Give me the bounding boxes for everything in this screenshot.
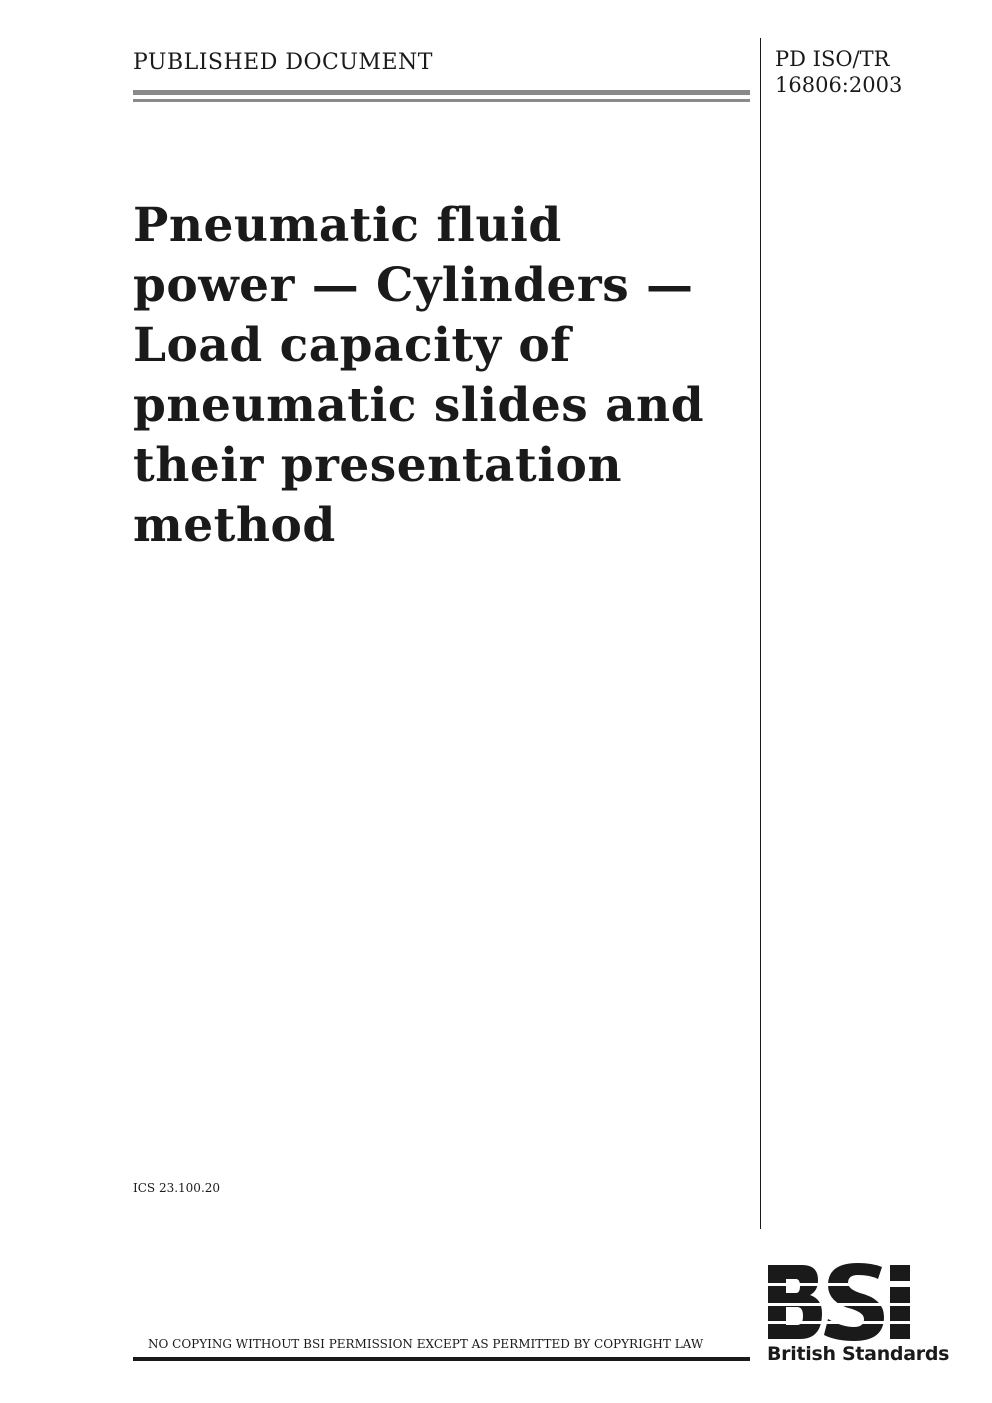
- footer-rule: [133, 1357, 750, 1361]
- header-rule-thick: [133, 90, 750, 95]
- title-line-2: power — Cylinders —: [133, 258, 694, 313]
- document-code: [775, 46, 902, 98]
- title-line-6: method: [133, 498, 336, 553]
- vertical-divider: [760, 38, 761, 1229]
- copyright-notice: NO COPYING WITHOUT BSI PERMISSION EXCEPT AS PERMITTED BY COPYRIGHT LAW: [148, 1337, 704, 1351]
- ics-code: ICS 23.100.20: [133, 1181, 221, 1195]
- title-line-3: Load capacity of: [133, 318, 571, 373]
- document-title: [133, 196, 733, 556]
- bsi-logo-subtitle: British Standards: [767, 1343, 950, 1365]
- document-type-label: PUBLISHED DOCUMENT: [133, 50, 433, 75]
- document-code-line-2: 16806:2003: [775, 73, 903, 97]
- header-rule-thin: [133, 99, 750, 102]
- title-line-4: pneumatic slides and: [133, 378, 705, 433]
- document-code-line-1: PD ISO/TR: [775, 47, 890, 71]
- title-line-1: Pneumatic fluid: [133, 198, 562, 253]
- title-line-5: their presentation: [133, 438, 623, 493]
